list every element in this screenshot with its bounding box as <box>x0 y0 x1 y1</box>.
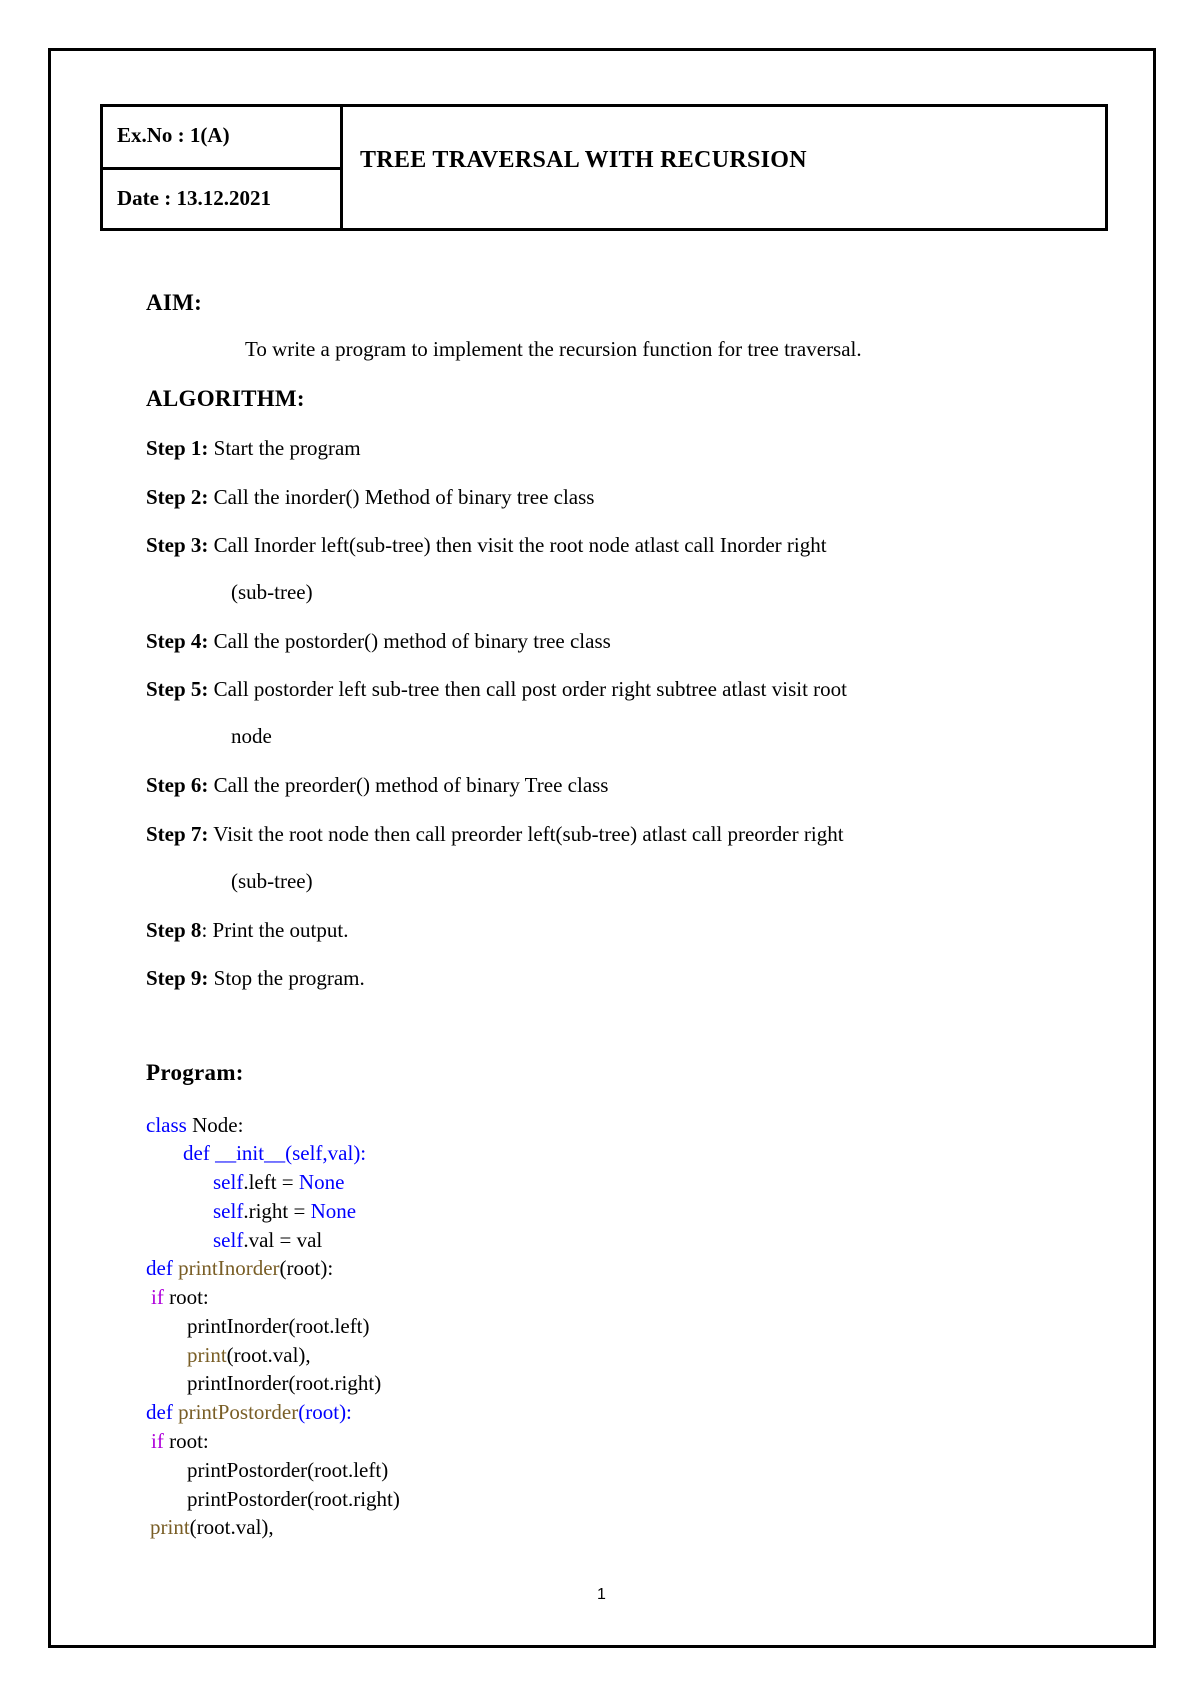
step-label: Step 9: <box>146 966 209 990</box>
code-line <box>187 1343 311 1368</box>
code-text: Node: <box>186 1113 244 1137</box>
algorithm-heading: ALGORITHM: <box>146 386 305 411</box>
step-label: Step 7: <box>146 822 209 846</box>
code-function: printPostorder <box>172 1400 299 1424</box>
code-line <box>146 1256 333 1281</box>
code-line <box>146 1113 243 1138</box>
code-keyword: def <box>146 1256 173 1280</box>
code-line <box>150 1515 274 1540</box>
code-keyword: class <box>146 1113 187 1137</box>
step-label: Step 3: <box>146 533 209 557</box>
code-text: .left = <box>243 1170 299 1194</box>
algorithm-step <box>146 629 611 654</box>
code-line: printInorder(root.left) <box>187 1314 370 1338</box>
code-keyword: def <box>146 1400 173 1424</box>
code-keyword: if <box>151 1429 164 1453</box>
code-keyword: if <box>151 1285 164 1309</box>
code-keyword: self <box>213 1170 244 1194</box>
code-keyword: self <box>213 1228 244 1252</box>
step-label: Step 4: <box>146 629 209 653</box>
code-text: root: <box>163 1285 209 1309</box>
algorithm-step <box>146 822 844 847</box>
code-text: root: <box>163 1429 209 1453</box>
code-line <box>213 1170 344 1195</box>
code-function: print <box>187 1343 227 1367</box>
code-function: printInorder <box>172 1256 280 1280</box>
code-keyword: None <box>310 1199 357 1223</box>
code-text: (root.val), <box>189 1515 274 1539</box>
code-text: .right = <box>243 1199 311 1223</box>
step-text: Visit the root node then call preorder left(sub-tree) atlast call preorder right <box>208 822 844 846</box>
algorithm-step <box>146 773 608 798</box>
step-text: Call Inorder left(sub-tree) then visit the root node atlast call Inorder right <box>208 533 827 557</box>
exercise-date: Date : 13.12.2021 <box>117 186 271 210</box>
code-text: (root.val), <box>226 1343 311 1367</box>
step-label: Step 8 <box>146 918 202 942</box>
code-line <box>151 1429 209 1454</box>
document-title: TREE TRAVERSAL WITH RECURSION <box>360 147 807 173</box>
step-continuation: (sub-tree) <box>231 869 313 893</box>
code-line <box>183 1141 366 1166</box>
code-function: __init__ <box>209 1141 286 1165</box>
code-text: ): <box>339 1400 352 1424</box>
header-table <box>100 104 1108 231</box>
code-function: print <box>150 1515 190 1539</box>
algorithm-step <box>146 966 365 991</box>
algorithm-step <box>146 533 827 558</box>
step-label: Step 2: <box>146 485 209 509</box>
step-text: Stop the program. <box>208 966 365 990</box>
code-keyword: None <box>298 1170 345 1194</box>
code-keyword: def <box>183 1141 210 1165</box>
code-line: printPostorder(root.left) <box>187 1458 389 1482</box>
step-label: Step 1: <box>146 436 209 460</box>
code-text: root <box>305 1400 340 1424</box>
code-keyword: self <box>213 1199 244 1223</box>
code-text: ( <box>298 1400 306 1424</box>
code-text: (root): <box>279 1256 334 1280</box>
code-text: .val = val <box>243 1228 323 1252</box>
algorithm-step <box>146 436 361 461</box>
program-heading: Program: <box>146 1060 244 1085</box>
header-left-column <box>103 107 343 228</box>
step-continuation: (sub-tree) <box>231 580 313 604</box>
aim-text: To write a program to implement the recursion function for tree traversal. <box>245 337 862 361</box>
page-number: 1 <box>597 1586 606 1603</box>
step-text: Call the inorder() Method of binary tree class <box>208 485 595 509</box>
step-continuation: node <box>231 724 272 748</box>
code-line: printPostorder(root.right) <box>187 1487 400 1511</box>
aim-heading: AIM: <box>146 290 203 315</box>
step-text: Call the postorder() method of binary tree class <box>208 629 611 653</box>
code-line <box>213 1228 322 1253</box>
step-text: : Print the output. <box>201 918 349 942</box>
step-text: Call the preorder() method of binary Tree class <box>208 773 609 797</box>
step-text: Start the program <box>208 436 361 460</box>
code-line <box>213 1199 356 1224</box>
code-line <box>151 1285 209 1310</box>
code-line: printInorder(root.right) <box>187 1371 382 1395</box>
step-label: Step 6: <box>146 773 209 797</box>
step-text: Call postorder left sub-tree then call post order right subtree atlast visit root <box>208 677 848 701</box>
code-text: (self,val): <box>285 1141 367 1165</box>
algorithm-step <box>146 485 594 510</box>
exercise-number: Ex.No : 1(A) <box>103 107 340 170</box>
step-label: Step 5: <box>146 677 209 701</box>
algorithm-step <box>146 918 348 943</box>
algorithm-step <box>146 677 847 702</box>
code-line <box>146 1400 352 1425</box>
